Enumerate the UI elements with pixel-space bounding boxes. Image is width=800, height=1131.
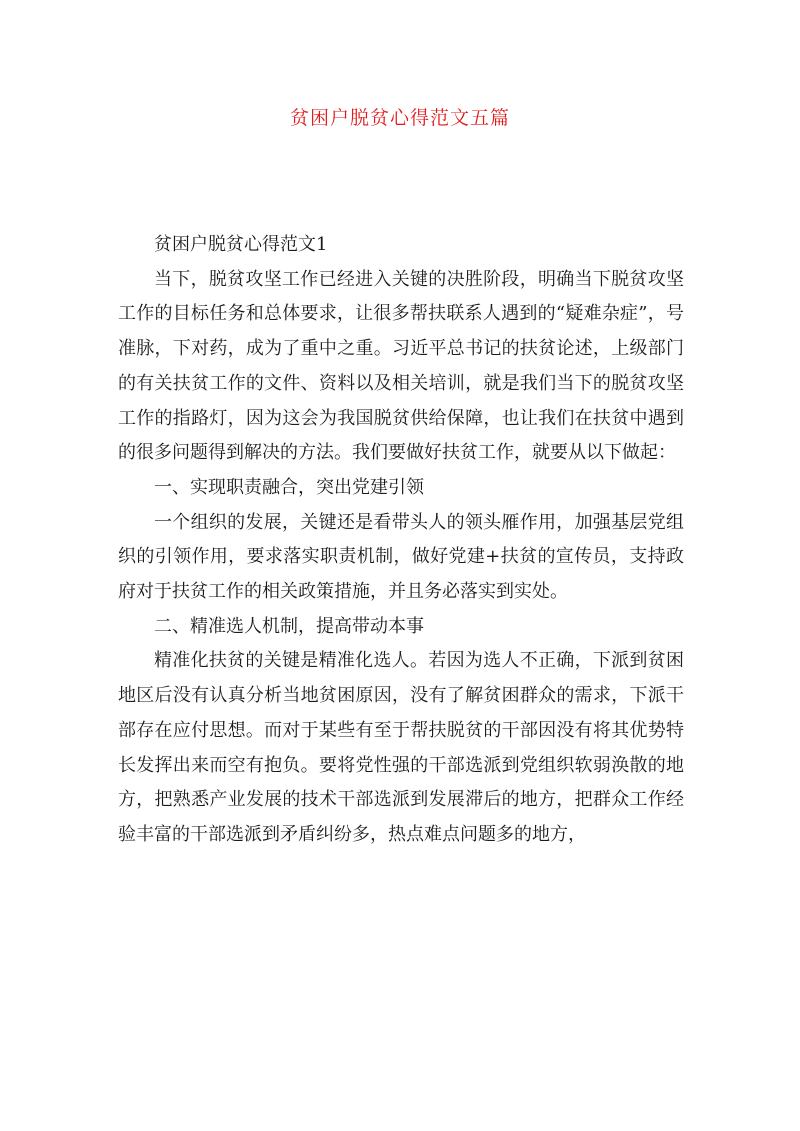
body-paragraph: 精准化扶贫的关键是精准化选人。若因为选人不正确，下派到贫困地区后没有认真分析当地贫困原因，没有了解贫困群众的需求，下派干部存在应付思想。而对于某些有至于帮扶脱贫的干部因没有将其优势特长发挥出来而空有抱负。要将党性强的干部选派到党组织软弱涣散的地方，把熟悉产业发展的技术干部选派到发展滞后的地方，把群众工作经验丰富的干部选派到矛盾纠纷多，热点难点问题多的地方， [118, 650, 684, 845]
section-heading: 贫困户脱贫心得范文1 [154, 234, 328, 255]
document-title: 贫困户脱贫心得范文五篇 [289, 107, 510, 129]
body-paragraph: 一个组织的发展，关键还是看带头人的领头雁作用，加强基层党组织的引领作用，要求落实职责机制，做好党建+扶贫的宣传员，支持政府对于扶贫工作的相关政策措施，并且务必落实到实处。 [118, 511, 684, 603]
body-paragraph: 当下，脱贫攻坚工作已经进入关键的决胜阶段，明确当下脱贫攻坚工作的目标任务和总体要求，让很多帮扶联系人遇到的“疑难杂症”，号准脉，下对药，成为了重中之重。习近平总书记的扶贫论述，上级部门的有关扶贫工作的文件、资料以及相关培训，就是我们当下的脱贫攻坚工作的指路灯，因为这会为我国脱贫供给保障，也让我们在扶贫中遇到的很多问题得到解决的方法。我们要做好扶贫工作，就要从以下做起： [118, 268, 684, 464]
subsection-heading: 二、精准选人机制，提高带动本事 [154, 615, 424, 637]
subsection-heading: 一、实现职责融合，突出党建引领 [154, 476, 424, 498]
document-body [118, 228, 684, 853]
